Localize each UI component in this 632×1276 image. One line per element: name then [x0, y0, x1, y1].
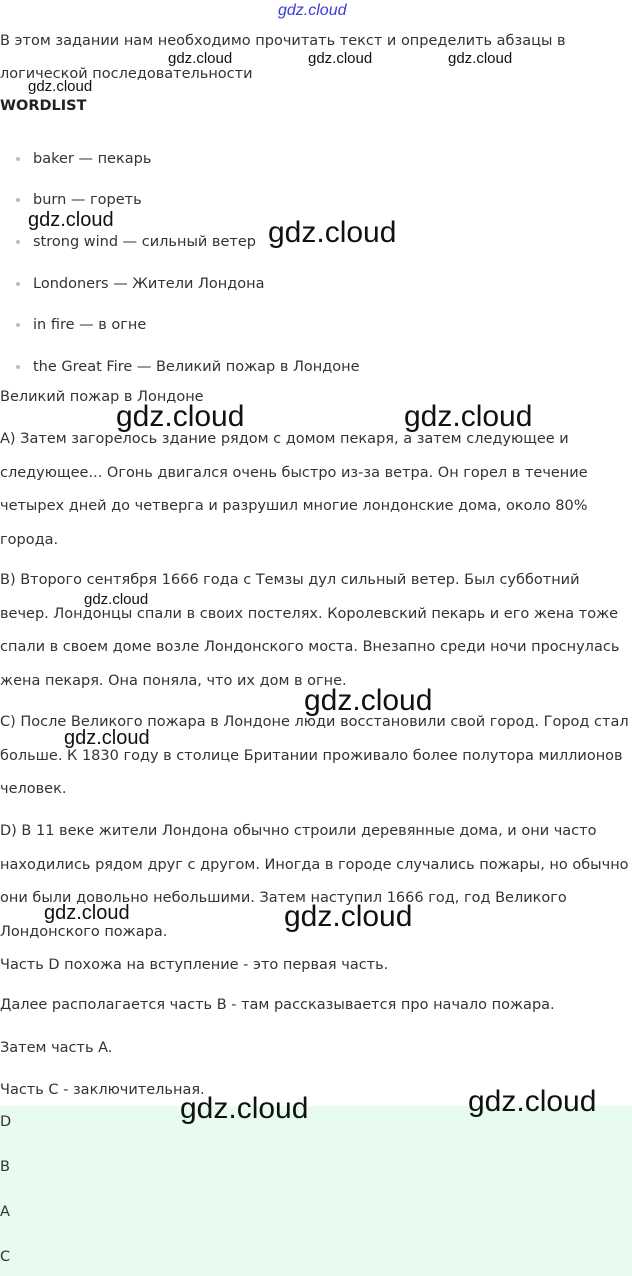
watermark: gdz.cloud — [168, 50, 233, 67]
watermark: gdz.cloud — [28, 209, 114, 231]
watermark: gdz.cloud — [84, 591, 149, 608]
watermark: gdz.cloud — [304, 684, 433, 717]
bullet-icon — [16, 365, 20, 369]
watermark: gdz.cloud — [180, 1092, 309, 1125]
watermark: gdz.cloud — [284, 900, 413, 933]
answer-item: A — [0, 1204, 10, 1220]
wordlist-item: strong wind — сильный ветер — [0, 221, 360, 263]
text-title: Великий пожар в Лондоне — [0, 389, 204, 405]
paragraph-a: A) Затем загорелось здание рядом с домом пекаря, а затем следующее и следующее... Огонь двигался очень быстро из-за ветра. Он горел в течение четырех дней до четверга и разрушил многие лондонские дома, около 80% города. — [0, 431, 588, 548]
paragraph-d: D) В 11 веке жители Лондона обычно строили деревянные дома, и они часто находились рядом друг с другом. Иногда в городе случались пожары, но обычно они были довольно небольшими. Затем наступил 1666 год, год Великого Лондонского пожара. — [0, 823, 629, 940]
explanation-line: Затем часть A. — [0, 1040, 113, 1056]
wordlist-item: the Great Fire — Великий пожар в Лондоне — [0, 346, 360, 388]
watermark: gdz.cloud — [404, 400, 533, 433]
bullet-icon — [16, 240, 20, 244]
watermark: gdz.cloud — [448, 50, 513, 67]
watermark: gdz.cloud — [64, 727, 150, 749]
watermark: gdz.cloud — [116, 400, 245, 433]
bullet-icon — [16, 323, 20, 327]
watermark: gdz.cloud — [268, 216, 397, 249]
watermark: gdz.cloud — [468, 1085, 597, 1118]
watermark: gdz.cloud — [44, 902, 130, 924]
explanation-line: Часть D похожа на вступление - это первая часть. — [0, 957, 389, 973]
watermark: gdz.cloud — [278, 2, 347, 19]
answer-item: D — [0, 1114, 12, 1130]
wordlist-item: in fire — в огне — [0, 304, 360, 346]
bullet-icon — [16, 282, 20, 286]
watermark: gdz.cloud — [28, 78, 93, 95]
wordlist-item: Londoners — Жители Лондона — [0, 263, 360, 305]
explanation-line: Далее располагается часть B - там рассказывается про начало пожара. — [0, 997, 555, 1013]
wordlist-item: burn — гореть — [0, 180, 360, 222]
bullet-icon — [16, 157, 20, 161]
answer-item: B — [0, 1159, 10, 1175]
watermark: gdz.cloud — [308, 50, 373, 67]
bullet-icon — [16, 198, 20, 202]
wordlist-item: baker — пекарь — [0, 138, 360, 180]
intro-line-2: логической последовательности — [0, 66, 253, 82]
wordlist — [0, 138, 360, 388]
answer-box — [0, 1106, 632, 1276]
explanation-line: Часть C - заключительная. — [0, 1082, 205, 1098]
paragraph-c: C) После Великого пожара в Лондоне люди восстановили свой город. Город стал больше. К 1830 году в столице Британии проживало более полутора миллионов человек. — [0, 714, 629, 797]
intro-line-1: В этом задании нам необходимо прочитать текст и определить абзацы в — [0, 33, 566, 49]
paragraph-b: B) Второго сентября 1666 года с Темзы дул сильный ветер. Был субботний вечер. Лондонцы спали в своих постелях. Королевский пекарь и его жена тоже спали в своем доме возле Лондонского моста. Внезапно среди ночи проснулась жена пекаря. Она поняла, что их дом в огне. — [0, 572, 620, 689]
wordlist-heading: WORDLIST — [0, 98, 87, 114]
answer-item: C — [0, 1249, 11, 1265]
